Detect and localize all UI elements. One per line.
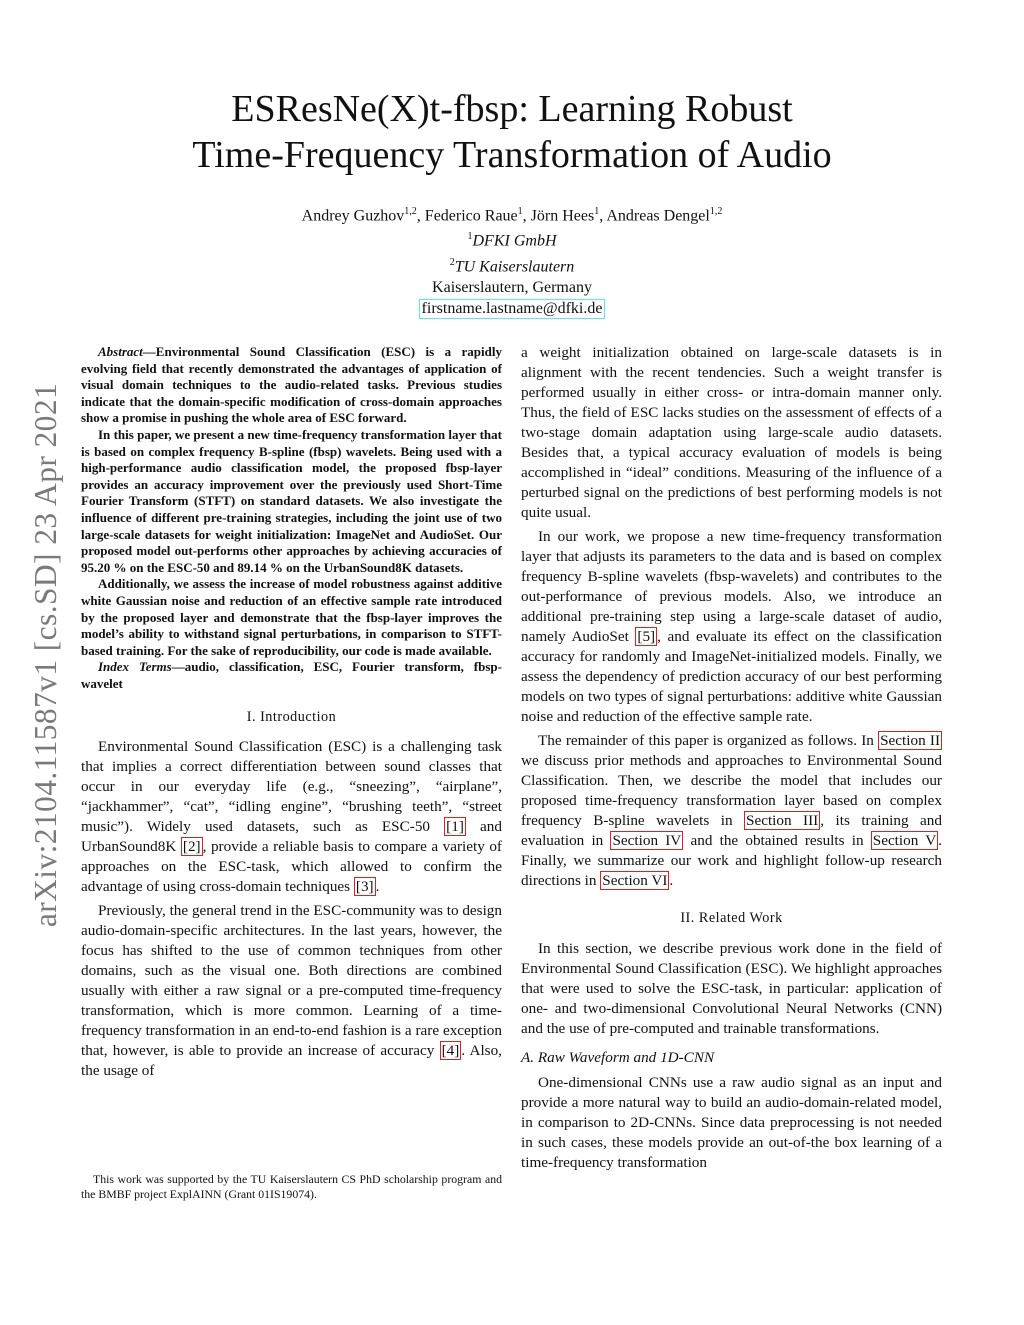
- citation-link[interactable]: [3]: [355, 878, 374, 896]
- title-line-1: ESResNe(X)t-fbsp: Learning Robust: [231, 88, 793, 130]
- body-paragraph: One-dimensional CNNs use a raw audio signal as an input and provide a more natural way to build an audio-domain-related model, in comparison to 2D-CNNs. Since data preprocessing is not needed in such cases, these models provide an out-of-the box learning of a time-frequency transformation: [521, 1074, 942, 1171]
- body-text: .: [375, 878, 380, 896]
- abstract-text: —Environmental Sound Classification (ESC) is a rapidly evolving field that recently demonstrated the advantages of application of visual domain techniques to the audio-related tasks. Previous studies indicate that the domain-specific modification of cross-domain approaches show a promise in pushing the whole area of ESC forward.: [81, 344, 502, 426]
- section-heading-introduction: I. Introduction: [246, 709, 337, 726]
- section-link[interactable]: Section III: [746, 812, 819, 829]
- body-paragraph: [81, 737, 502, 897]
- body-paragraph: [81, 901, 502, 1081]
- arxiv-identifier: arXiv:2104.11587v1 [cs.SD] 23 Apr 2021: [28, 382, 63, 928]
- author-block: [62, 201, 962, 319]
- footnote: This work was supported by the TU Kaiserslautern CS PhD scholarship program and the BMBF project ExplAINN (Grant 01IS19074).: [81, 1172, 502, 1201]
- body-paragraph: [521, 527, 942, 727]
- author-name: Federico Raue: [424, 207, 518, 225]
- section-link[interactable]: Section VI: [602, 872, 668, 889]
- citation-link[interactable]: [5]: [637, 628, 656, 645]
- author-name: Andreas Dengel: [606, 207, 710, 225]
- body-text: , its training and evaluation in: [521, 812, 942, 849]
- section-link[interactable]: Section IV: [612, 832, 682, 849]
- left-column: [81, 344, 502, 1085]
- right-column: [521, 343, 942, 1177]
- body-text: , provide a reliable basis to compare a variety of approaches on the ESC-task, which allowed to confirm the advantage of using cross-domain techniques: [81, 838, 502, 896]
- abstract-label: Abstract: [98, 344, 143, 359]
- subsection-heading: A. Raw Waveform and 1D-CNN: [521, 1049, 715, 1066]
- abstract: [81, 344, 502, 692]
- body-text: . Finally, we summarize our work and highlight follow-up research directions in: [521, 832, 942, 889]
- affiliation-1: [62, 226, 962, 251]
- citation-link[interactable]: [2]: [182, 838, 201, 856]
- body-text: and UrbanSound8K: [81, 818, 502, 856]
- body-text: Environmental Sound Classification (ESC) is a challenging task that implies a correct differentiation between sound classes that occur in our everyday life (e.g., “sneezing”, “airplane”, “jackhammer”, “cat”, “idling engine”, “brushing teeth”, “street music”). Widely used datasets, such as ESC-50: [81, 738, 502, 836]
- abstract-paragraph: In this paper, we present a new time-frequency transformation layer that is based on complex frequency B-spline (fbsp) wavelets. Being used with a high-performance audio classification model, the proposed fbsp-layer provides an accuracy improvement over the previously used Short-Time Fourier Transform (STFT) on standard datasets. We also investigate the influence of different pre-training strategies, including the joint use of two large-scale datasets for weight initialization: ImageNet and AudioSet. Our proposed model out-performs other approaches by achieving accuracies of 95.20 % on the ESC-50 and 89.14 % on the UrbanSound8K datasets.: [81, 426, 502, 575]
- body-text: In our work, we propose a new time-frequency transformation layer that adjusts its parameters to the data and is based on complex frequency B-spline wavelets (fbsp-wavelets) and contributes to the out-performance of previous models. Also, we introduce an additional pre-training step using a large-scale dataset of audio, namely AudioSet: [521, 528, 942, 645]
- affiliation-name: DFKI GmbH: [472, 232, 557, 250]
- section-link[interactable]: Section V: [872, 832, 937, 849]
- body-text: The remainder of this paper is organized as follows. In: [538, 732, 879, 749]
- affiliation-mark: 2: [449, 256, 455, 268]
- body-text: , and evaluate its effect on the classification accuracy for randomly and ImageNet-initialized models. Finally, we assess the dependency of prediction accuracy of our best performing models on two types of signal perturbations: additive white Gaussian noise and reduction of the effective sample rate.: [521, 628, 942, 725]
- citation-link[interactable]: [1]: [446, 818, 464, 836]
- paper-title: [62, 86, 962, 178]
- author-affiliation-mark: 1,2: [709, 206, 723, 217]
- section-link[interactable]: Section II: [880, 732, 941, 749]
- affiliation-mark: 1: [467, 231, 473, 243]
- author-list: Andrey Guzhov$^{1,2}$, Federico Raue$^1$, Jörn Hees$^1$, Andreas Dengel$^{1,2}$: [301, 206, 723, 225]
- body-paragraph: In this section, we describe previous work done in the field of Environmental Sound Classification (ESC). We highlight approaches that were used to solve the ESC-task, in particular: application of one- and two-dimensional Convolutional Neural Networks (CNN) and the use of pre-computed and trainable transformations.: [521, 940, 942, 1037]
- body-text: Previously, the general trend in the ESC-community was to design audio-domain-specific architectures. In the last years, however, the focus has shifted to the use of common techniques from other domains, such as the visual one. Both directions are combined usually with either a raw signal or a pre-computed time-frequency transformation, which is more common. Learning of a time-frequency transformation in an end-to-end fashion is a rare exception that, however, is able to provide an increase of accuracy: [81, 902, 502, 1060]
- location: Kaiserslautern, Germany: [432, 278, 592, 296]
- author-affiliation-mark: 1: [517, 206, 523, 217]
- author-affiliation-mark: 1: [594, 206, 600, 217]
- section-heading-related-work: II. Related Work: [680, 910, 783, 926]
- body-text: . Also, the usage of: [81, 1042, 502, 1080]
- body-paragraph: a weight initialization obtained on large-scale datasets is in alignment with the recent tendencies. Such a weight transfer is performed usually in either cross- or intra-domain manner only. Thus, the field of ESC lacks studies on the assessment of effects of a two-stage domain adaptation using large-scale audio datasets. Besides that, a typical accuracy evaluation of models is being accomplished in “ideal” conditions. Measuring of the influence of a perturbed signal on the predictions of best performing models is not quite usual.: [521, 344, 942, 521]
- title-line-2: Time-Frequency Transformation of Audio: [192, 134, 832, 176]
- affiliation-2: [62, 252, 962, 277]
- abstract-paragraph: [81, 344, 502, 427]
- index-terms-text: —audio, classification, ESC, Fourier transform, fbsp-wavelet: [81, 659, 502, 691]
- body-paragraph: [521, 731, 942, 891]
- author-name: Jörn Hees: [530, 207, 595, 225]
- index-terms-label: Index Terms: [98, 659, 172, 675]
- affiliation-name: TU Kaiserslautern: [454, 257, 575, 275]
- body-text: we discuss prior methods and approaches to Environmental Sound Classification. Then, we describe the model that includes our proposed time-frequency transformation layer based on complex frequency B-spline wavelets in: [521, 752, 942, 829]
- introduction-body: [81, 737, 502, 1081]
- body-text: and the obtained results in: [683, 832, 871, 849]
- index-terms: [81, 659, 502, 692]
- author-name: Andrey Guzhov: [301, 207, 405, 225]
- abstract-paragraph: Additionally, we assess the increase of model robustness against additive white Gaussian noise and reduction of an effective sample rate introduced by the proposed layer and demonstrate that the fbsp-layer improves the model’s ability to withstand signal perturbations, in comparison to STFT-based training. For the sake of reproducibility, our code is made available.: [81, 576, 502, 658]
- arxiv-sidebar: [24, 345, 68, 965]
- email-link[interactable]: firstname.lastname@dfki.de: [419, 299, 606, 319]
- author-affiliation-mark: 1,2: [404, 206, 417, 217]
- body-text: .: [669, 872, 674, 889]
- citation-link[interactable]: [4]: [441, 1042, 460, 1060]
